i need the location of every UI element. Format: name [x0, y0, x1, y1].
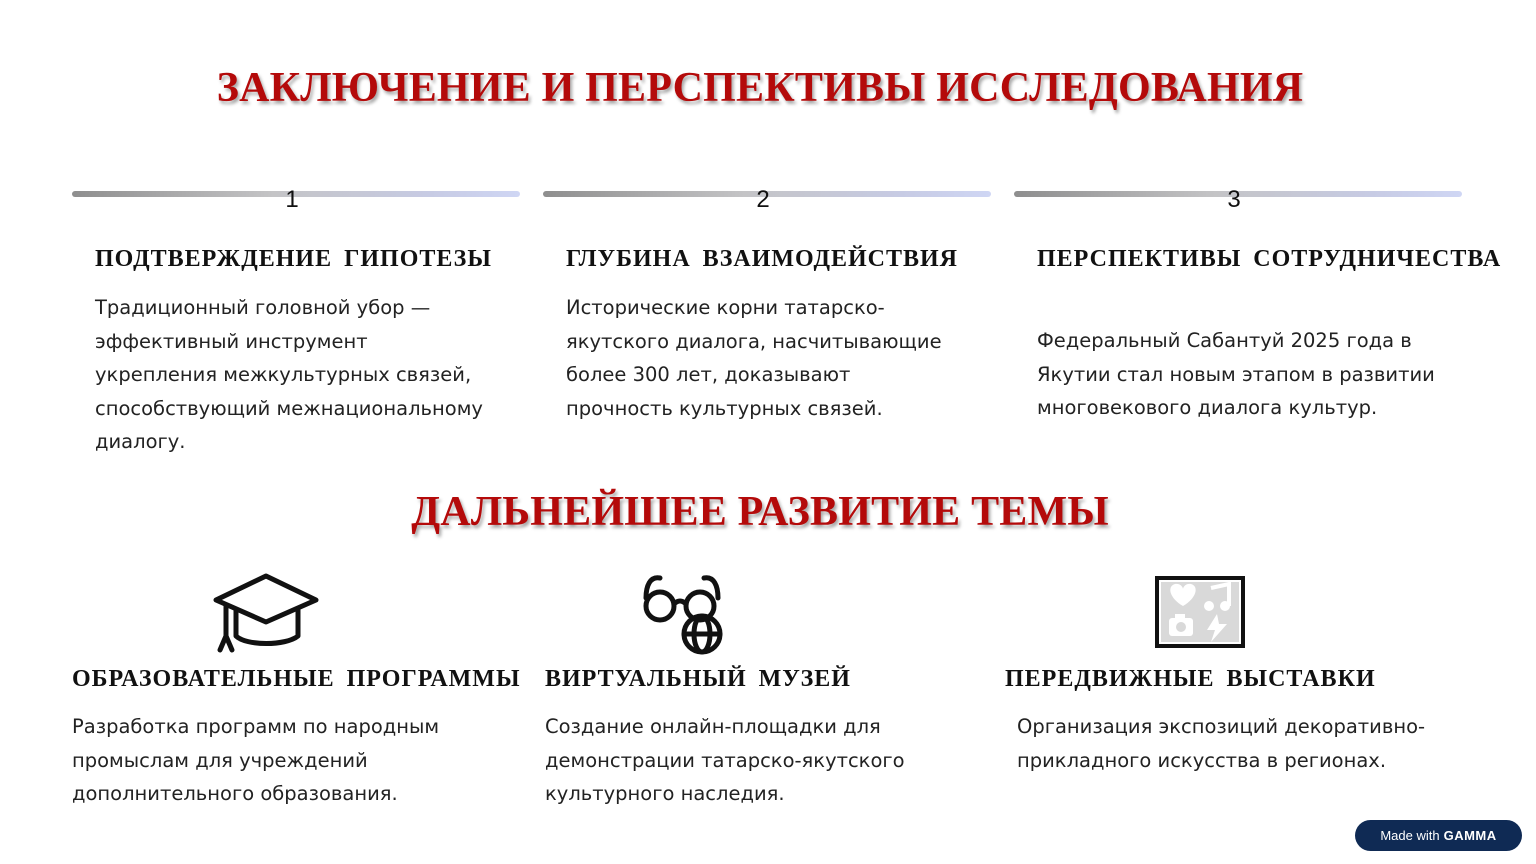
- card-text: Организация экспозиций декоративно-прикладного искусства в регионах.: [1017, 715, 1426, 772]
- badge-brand: GAMMA: [1443, 828, 1497, 843]
- step-1: [72, 186, 520, 213]
- card-text: Исторические корни татарско-якутского диалога, насчитывающие более 300 лет, доказывают прочность культурных связей.: [566, 296, 942, 420]
- step-2: [543, 186, 991, 213]
- card-heading: ПЕРЕДВИЖНЫЕ ВЫСТАВКИ: [1005, 666, 1376, 692]
- step-number: 1: [285, 186, 299, 213]
- card-heading: ПОДТВЕРЖДЕНИЕ ГИПОТЕЗЫ: [95, 246, 492, 272]
- glasses-globe-icon: [640, 572, 750, 658]
- card-text: Создание онлайн-площадки для демонстрации татарско-якутского культурного наследия.: [545, 715, 905, 805]
- step-3: [1014, 186, 1462, 213]
- card-text: Разработка программ по народным промыслам для учреждений дополнительного образования.: [72, 715, 440, 805]
- card-heading: ПЕРСПЕКТИВЫ СОТРУДНИЧЕСТВА: [1037, 246, 1502, 272]
- page-title: ЗАКЛЮЧЕНИЕ И ПЕРСПЕКТИВЫ ИССЛЕДОВАНИЯ: [216, 65, 1304, 111]
- card-text: Федеральный Сабантуй 2025 года в Якутии стал новым этапом в развитии многовекового диалога культур.: [1037, 329, 1435, 419]
- section-title: ДАЛЬНЕЙШЕЕ РАЗВИТИЕ ТЕМЫ: [411, 489, 1109, 535]
- step-number: 3: [1227, 186, 1241, 213]
- badge-prefix: Made with: [1380, 828, 1440, 843]
- card-heading: ОБРАЗОВАТЕЛЬНЫЕ ПРОГРАММЫ: [72, 666, 521, 692]
- card-heading: ГЛУБИНА ВЗАИМОДЕЙСТВИЯ: [566, 246, 959, 272]
- card-heading: ВИРТУАЛЬНЫЙ МУЗЕЙ: [545, 666, 851, 692]
- media-collage-icon: [1155, 576, 1265, 662]
- card-text: Традиционный головной убор — эффективный инструмент укрепления межкультурных связей, способствующий межнациональному диалогу.: [95, 296, 483, 453]
- step-number: 2: [756, 186, 770, 213]
- graduation-cap-icon: [212, 570, 322, 656]
- made-with-gamma-badge[interactable]: [1355, 820, 1522, 851]
